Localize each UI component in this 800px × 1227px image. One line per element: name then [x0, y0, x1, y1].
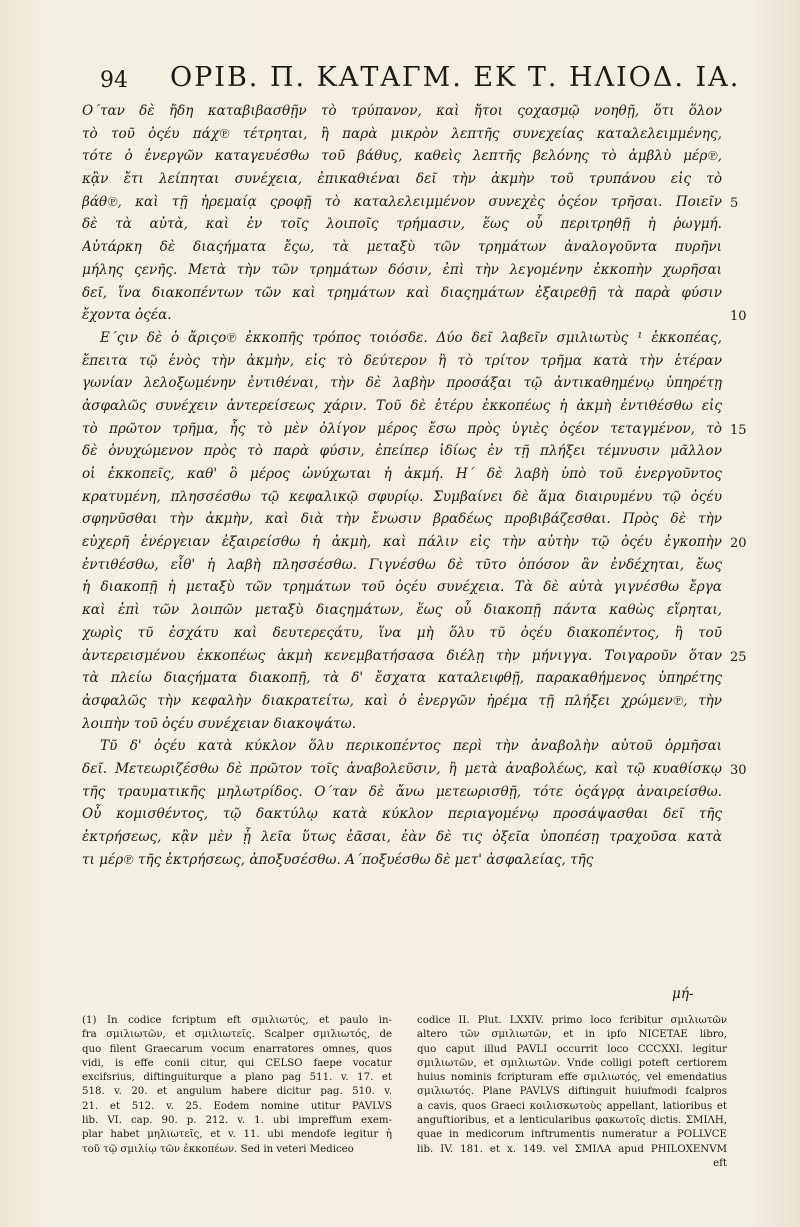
text-line: γωνίαν λελοξωμένην ἐντιθέναι, τὴν δὲ λαβὴν προσάξαι τῷ ἀντικαθημένῳ ὑπηρέτῃ [82, 375, 722, 392]
footnote-line: τοῦ τῷ σμιλίῳ τῶν ἐκκοπέων. Sed in veteri Mediceo [82, 1143, 354, 1155]
text-line: κρατυμένη, πλησσέσθω τῷ κεφαλικῷ σφυρίῳ. Συμβαίνει δὲ ἅμα διαιρυμένυ τῷ ὀςέυ [82, 488, 722, 505]
footnote-line: quo filent Graecarum vocum enarratores omnes, quos [82, 1043, 392, 1055]
text-line: ἀντερεισμένου ἐκκοπέως ἀκμὴ κενεμβατήσασα διέλῃ τὴν μήνιγγα. Τοιγαροῦν ὅταν [82, 647, 722, 664]
text-line: οἱ ἐκκοπεῖς, καθ' ὃ μέρος ὠνύχωται ἡ ἀκμή. Η΄ δὲ λαβὴ ὑπὸ τοῦ ἐνεργοῦντος [82, 466, 722, 482]
footnote-line: eft [713, 1157, 727, 1169]
text-line: ἀσφαλῶς τὴν κεφαλὴν διακρατείτω, καὶ ὁ ἐνεργῶν ἠρέμα τῇ πλήξει χρώμεν℗, τὴν [82, 692, 722, 709]
footnote-line: anguftioribus, et a lenticularibus φακωτοῖς dictis. ΣΜΙΛΗ, [417, 1115, 727, 1127]
footnote-line: quo caput illud PAVLI occurrit loco CCCXXI. legitur [417, 1043, 727, 1055]
text-line: τὸ πρῶτον τρῆμα, ἧς τὸ μὲν ὀλίγον μέρος ἔσω πρὸς ὑγιὲς ὀςέον τεταγμένον, τὸ [82, 420, 722, 437]
footnote-line: 518. v. 20. et angulum habere dicitur pag. 510. v. [82, 1086, 392, 1098]
margin-line-number: 5 [730, 195, 739, 211]
text-line: Οὗ κομισθέντος, τῷ δακτύλῳ κατὰ κύκλον περιαγομένῳ προσάψασθαι δεῖ τῆς [82, 806, 722, 823]
text-line: δεῖ, ἵνα διακοπέντων τῶν καὶ τρημάτων καὶ διαςημάτων ἐξαιρεθῇ τὰ παρὰ φύσιν [82, 284, 722, 301]
text-line: δεῖ. Μετεωριζέσθω δὲ πρῶτον τοῖς ἀναβολεῦσιν, ἢ μετὰ ἀναβολέως, καὶ τῷ κυαθίσκῳ [82, 760, 722, 777]
footnote-line: codice II. Plut. LXXIV. primo loco fcribitur σμιλιωτῶν [417, 1015, 727, 1026]
footnote-line: huius nominis fcripturam effe σμιλιωτός, vel emendatius [417, 1072, 727, 1084]
footnote-line: (1) In codice fcriptum eft σμιλιωτύς, et paulo in- [82, 1015, 392, 1026]
text-line: ἐκτρήσεως, κᾂν μὲν ᾖ λεῖα ὕτως ἐᾶσαι, ἐὰν δὲ τις ὀξεῖα ὑποπέσῃ τραχοῦσα κατὰ [82, 829, 722, 845]
text-line: τὸ τοῦ ὀςέυ πάχ℗ τέτρηται, ἢ παρὰ μικρὸν λεπτῆς συνεχείας καταλελειμμένης, [82, 125, 722, 142]
text-line: ἡ διακοπῇ ἡ μεταξὺ τῶν τρημάτων τοῦ ὀςέυ συνέχεια. Τὰ δὲ αὐτὰ γιγνέσθω ἔργα [82, 579, 722, 596]
text-line: τι μέρ℗ τῆς ἐκτρήσεως, ἀποξυσέσθω. Α΄ποξυέσθω δὲ μετ' ἀσφαλείας, τῆς [82, 851, 594, 868]
footnote-line: vidi, is effe conii citur, qui CELSO faepe vocatur [82, 1057, 392, 1069]
footnote-line: quae in medicorum inftrumentis numeratur a POLLVCE [417, 1129, 727, 1141]
text-line: σφηνῦσθαι τὴν ἀκμὴν, καὶ διὰ τὴν ἔνωσιν βραδέως προβιβάζεσθαι. Πρὸς δὲ τὴν [82, 511, 722, 528]
page-number: 94 [100, 68, 128, 93]
footnote-line: plar habet μηλιωτεῖς, et v. 11. ubi mendofe legitur ἡ [82, 1129, 392, 1141]
margin-line-number: 10 [730, 309, 747, 325]
text-line: δὲ ὀνυχώμενον πρὸς τὸ παρὰ φύσιν, ἐπείπερ ἰδίως ἐν τῇ πλήξει τέμνυσιν μᾶλλον [82, 443, 722, 460]
text-line: ἀσφαλῶς συνέχειν ἀντερείσεως χάριν. Τοῦ δὲ ἑτέρυ ἐκκοπέως ἡ ἀκμὴ ἐντιθέσθω εἰς [82, 397, 722, 414]
margin-line-number: 25 [730, 649, 747, 665]
page-header [100, 62, 741, 102]
footnote-line: fra σμιλιωτῶν, et σμιλιωτεῖς. Scalper σμιλιωτός, de [82, 1029, 392, 1041]
margin-line-number: 15 [730, 422, 747, 438]
catchword: μή- [672, 986, 694, 1002]
text-line: καὶ ἐπὶ τῶν λοιπῶν μεταξὺ διαςημάτων, ἕως οὗ διακοπῇ πάντα καθὼς εἴρηται, [82, 602, 722, 619]
text-line: Αὐτάρκη δὲ διαςήματα ἔςω, τὰ μεταξὺ τῶν τρημάτων ἀναλογοῦντα πυρῆνι [82, 239, 722, 256]
text-line: χωρὶς τῦ ἐσχάτυ καὶ δευτερεςάτυ, ἵνα μὴ ὅλυ τῦ ὀςέυ διακοπέντος, ἢ τοῦ [82, 624, 722, 641]
text-line: Ο΄ταν δὲ ἤδη καταβιβασθῇν τὸ τρύπανον, καὶ ἤτοι ςοχασμῷ νοηθῇ, ὅτι ὅλον [82, 103, 722, 119]
text-line: λοιπὴν τοῦ ὀςέυ συνέχειαν διακοψάτω. [82, 715, 357, 732]
footnote-line: σμιλιωτῶν, et σμιλιωτῶν. Vnde colligi poteft certiorem [417, 1057, 727, 1069]
margin-line-number: 20 [730, 536, 747, 552]
footnote-line: σμιλιωτός. Plane PAVLVS diftinguit huiufmodi fcalpros [417, 1086, 727, 1098]
footnote-line: lib. IV. 181. et x. 149. vel ΣΜΙΛΑ apud PHILOXENVM [417, 1143, 727, 1155]
running-head: ΟΡΙΒ. Π. ΚΑΤΑΓΜ. ΕΚ Τ. ΗΛΙΟΔ. ΙΑ. [170, 62, 741, 93]
text-line: τότε ὁ ἐνεργῶν καταγευέσθω τοῦ βάθυς, καθεὶς λεπτῆς βελόνης τὸ ἀμβλὺ μέρ℗, [82, 148, 722, 165]
text-line: τῆς τραυματικῆς μηλωτρίδος. Ο΄ταν δὲ ἄνω μετεωρισθῇ, τότε ὀςάγρᾳ ἀναιρείσθω. [82, 783, 722, 800]
footnote-column-left [82, 1014, 392, 1171]
margin-line-number: 30 [730, 763, 747, 779]
footnote-line: a cavis, quos Graeci κοιλισκωτοὺς appellant, latioribus et [417, 1100, 727, 1112]
footnotes [82, 1014, 727, 1171]
footnote-line: lib. VI. cap. 90. p. 212. v. 1. ubi impreffum exem- [82, 1115, 392, 1127]
text-line: Τῦ δ' ὀςέυ κατὰ κύκλον ὅλυ περικοπέντος περὶ τὴν ἀναβολὴν αὐτοῦ ὁρμῆσαι [100, 738, 722, 755]
text-line: κᾂν ἔτι λείπηται συνέχεια, ἐπικαθιέναι δεῖ τὴν ἀκμὴν τοῦ τρυπάνου εἰς τὸ [82, 171, 722, 188]
text-line: ἐντιθέσθω, εἶθ' ἡ λαβὴ πλησσέσθω. Γιγνέσθω δὲ τῦτο ὁπόσον ἂν ἐνδέχηται, ἕως [82, 556, 722, 573]
text-line: τὰ πλείω διαςήματα διακοπῇ, τὰ δ' ἔσχατα καταλειφθῇ, παρακαθήμενος ὑπηρέτης [82, 670, 722, 687]
line-numbers [0, 100, 800, 1000]
text-line: μήλης ςενῆς. Μετὰ τὴν τῶν τρημάτων δόσιν, ἐπὶ τὴν λεγομένην ἐκκοπὴν χωρῆσαι [82, 261, 722, 278]
footnote-line: 21. et 512. v. 25. Eodem nomine utitur PAVLVS [82, 1100, 392, 1112]
text-line: βάθ℗, καὶ τῇ ἠρεμαίᾳ ςροφῇ τὸ καταλελειμμένον συνεχὲς ὀςέον τρῆσαι. Ποιεῖν [82, 193, 722, 210]
footnote-line: altero τῶν σμιλιωτῶν, et in ipfo NICETAE libro, [417, 1029, 727, 1041]
text-line: ἔχοντα ὀςέα. [82, 307, 172, 324]
text-line: Ε΄ςιν δὲ ὁ ἄριςο℗ ἐκκοπῆς τρόπος τοιόσδε. Δύο δεῖ λαβεῖν σμιλιωτὺς ¹ ἐκκοπέας, [100, 329, 722, 346]
text-line: εὐχερῆ ἐνέργειαν ἐξαιρείσθω ἡ ἀκμὴ, καὶ πάλιν εἰς τὴν αὐτὴν τῷ ὀςέυ ἐγκοπὴν [82, 534, 722, 551]
footnote-line: excifsrius, diftinguiturque a plano pag 511. v. 17. et [82, 1072, 392, 1084]
footnote-column-right [417, 1014, 727, 1171]
text-line: ἔπειτα τῷ ἑνὸς τὴν ἀκμὴν, εἰς τὸ δεύτερον ἢ τὸ τρίτον τρῆμα κατὰ τὴν ἑτέραν [82, 352, 722, 369]
text-line: δὲ τὰ αὐτὰ, καὶ ἐν τοῖς λοιποῖς τρήμασιν, ἕως οὗ περιτρηθῇ ἡ ῥωγμή. [82, 216, 722, 233]
